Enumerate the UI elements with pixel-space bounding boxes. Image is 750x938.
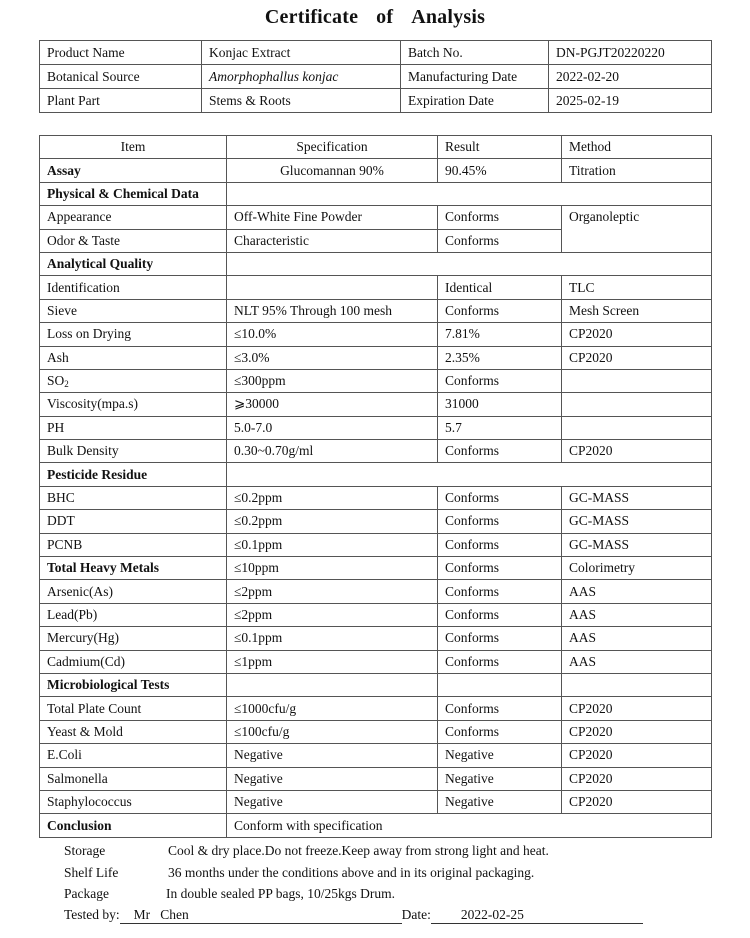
table-row <box>40 790 712 813</box>
cell-spec: ≤0.2ppm <box>227 486 438 509</box>
storage-line <box>64 843 549 859</box>
cell-method: TLC <box>562 276 712 299</box>
cell-method: AAS <box>562 650 712 673</box>
cell-spec: ⩾30000 <box>227 393 438 416</box>
cell-method: CP2020 <box>562 323 712 346</box>
cell-method <box>562 393 712 416</box>
cell-spec <box>227 276 438 299</box>
cell-spec: 0.30~0.70g/ml <box>227 440 438 463</box>
cell-spec: ≤0.1ppm <box>227 627 438 650</box>
table-row <box>40 533 712 556</box>
cell-item: Staphylococcus <box>40 790 227 813</box>
tested-by-label: Tested by: <box>64 907 120 922</box>
cell-method: GC-MASS <box>562 533 712 556</box>
cell-result: Conforms <box>438 580 562 603</box>
cell-result: 31000 <box>438 393 562 416</box>
conclusion-row <box>40 814 712 837</box>
cell-spec: ≤1000cfu/g <box>227 697 438 720</box>
cell-item: Odor & Taste <box>40 229 227 252</box>
table-row <box>40 720 712 743</box>
cell-method: Mesh Screen <box>562 299 712 322</box>
cell-result: 2.35% <box>438 346 562 369</box>
section-title: Analytical Quality <box>40 252 227 275</box>
table-row <box>40 580 712 603</box>
info-row <box>40 41 712 65</box>
cell-item: E.Coli <box>40 744 227 767</box>
cell-result: Conforms <box>438 557 562 580</box>
table-row <box>40 393 712 416</box>
table-header-row <box>40 136 712 159</box>
cell-result: Identical <box>438 276 562 299</box>
table-row <box>40 627 712 650</box>
table-row <box>40 416 712 439</box>
tested-by-value: Mr Chen <box>120 907 402 924</box>
package-line <box>64 886 395 902</box>
cell-result: Conforms <box>438 533 562 556</box>
cell-item: Cadmium(Cd) <box>40 650 227 673</box>
cell-item: DDT <box>40 510 227 533</box>
shelf-life-line <box>64 865 534 881</box>
product-info-table <box>39 40 712 113</box>
section-row <box>40 182 712 205</box>
cell-item: Mercury(Hg) <box>40 627 227 650</box>
info-value: Konjac Extract <box>202 41 401 65</box>
info-label: Expiration Date <box>401 89 549 113</box>
info-row <box>40 65 712 89</box>
cell-spec: ≤0.2ppm <box>227 510 438 533</box>
cell-result: Conforms <box>438 627 562 650</box>
cell-item: PCNB <box>40 533 227 556</box>
info-label: Batch No. <box>401 41 549 65</box>
info-value: 2025-02-19 <box>549 89 712 113</box>
info-label: Product Name <box>40 41 202 65</box>
cell-method <box>562 369 712 392</box>
shelf-life-value: 36 months under the conditions above and in its original packaging. <box>168 865 535 880</box>
info-value: Stems & Roots <box>202 89 401 113</box>
cell-result: Conforms <box>438 299 562 322</box>
package-value: In double sealed PP bags, 10/25kgs Drum. <box>166 886 395 901</box>
cell-method: CP2020 <box>562 720 712 743</box>
cell-result: Conforms <box>438 603 562 626</box>
table-row <box>40 440 712 463</box>
cell-spec: ≤0.1ppm <box>227 533 438 556</box>
cell-item: Arsenic(As) <box>40 580 227 603</box>
cell-spec: ≤2ppm <box>227 580 438 603</box>
cell-spec: Negative <box>227 767 438 790</box>
cell-spec: Negative <box>227 790 438 813</box>
cell-spec: Off-White Fine Powder <box>227 206 438 229</box>
table-row <box>40 557 712 580</box>
cell-method: CP2020 <box>562 440 712 463</box>
cell-spec: ≤10.0% <box>227 323 438 346</box>
section-row <box>40 252 712 275</box>
cell-result: Conforms <box>438 229 562 252</box>
cell-spec: Negative <box>227 744 438 767</box>
cell-method: Titration <box>562 159 712 182</box>
package-label: Package <box>64 886 109 901</box>
header-result: Result <box>438 136 562 159</box>
cell-result: 90.45% <box>438 159 562 182</box>
cell-item: Appearance <box>40 206 227 229</box>
section-title: Physical & Chemical Data <box>40 182 227 205</box>
cell-method: Colorimetry <box>562 557 712 580</box>
cell-method: AAS <box>562 580 712 603</box>
info-value: 2022-02-20 <box>549 65 712 89</box>
cell-item: BHC <box>40 486 227 509</box>
cell-method: AAS <box>562 627 712 650</box>
cell-method: GC-MASS <box>562 486 712 509</box>
table-row <box>40 650 712 673</box>
section-blank <box>227 673 438 696</box>
header-spec: Specification <box>227 136 438 159</box>
cell-result: Conforms <box>438 697 562 720</box>
cell-method: CP2020 <box>562 767 712 790</box>
cell-method <box>562 416 712 439</box>
cell-spec: ≤2ppm <box>227 603 438 626</box>
info-row <box>40 89 712 113</box>
cell-method: CP2020 <box>562 346 712 369</box>
cell-result: 5.7 <box>438 416 562 439</box>
cell-spec: ≤3.0% <box>227 346 438 369</box>
analysis-table <box>39 135 712 838</box>
table-row <box>40 159 712 182</box>
cell-item: Salmonella <box>40 767 227 790</box>
cell-item: Loss on Drying <box>40 323 227 346</box>
cell-item: Total Heavy Metals <box>40 557 227 580</box>
section-title: Pesticide Residue <box>40 463 227 486</box>
info-value: DN-PGJT20220220 <box>549 41 712 65</box>
cell-spec: ≤300ppm <box>227 369 438 392</box>
cell-result: Negative <box>438 744 562 767</box>
table-row <box>40 206 712 229</box>
cell-item: Total Plate Count <box>40 697 227 720</box>
storage-value: Cool & dry place.Do not freeze.Keep away from strong light and heat. <box>168 843 549 858</box>
document-title <box>0 6 750 29</box>
cell-method: CP2020 <box>562 790 712 813</box>
cell-item: Bulk Density <box>40 440 227 463</box>
cell-method: GC-MASS <box>562 510 712 533</box>
table-row <box>40 369 712 392</box>
cell-item: Assay <box>40 159 227 182</box>
cell-item: Ash <box>40 346 227 369</box>
cell-result: Negative <box>438 790 562 813</box>
cell-method: AAS <box>562 603 712 626</box>
cell-result: Conforms <box>438 440 562 463</box>
cell-item: Identification <box>40 276 227 299</box>
table-row <box>40 603 712 626</box>
table-row <box>40 299 712 322</box>
signature-line <box>64 907 643 924</box>
title-word-3: Analysis <box>411 6 486 28</box>
conclusion-value: Conform with specification <box>227 814 712 837</box>
cell-spec: 5.0-7.0 <box>227 416 438 439</box>
cell-item: Lead(Pb) <box>40 603 227 626</box>
cell-spec: ≤100cfu/g <box>227 720 438 743</box>
header-method: Method <box>562 136 712 159</box>
table-row <box>40 486 712 509</box>
table-row <box>40 346 712 369</box>
cell-spec: NLT 95% Through 100 mesh <box>227 299 438 322</box>
cell-spec: ≤1ppm <box>227 650 438 673</box>
cell-item-subscript: 2 <box>64 379 69 390</box>
section-blank <box>227 182 712 205</box>
cell-item <box>40 369 227 392</box>
table-row <box>40 697 712 720</box>
table-row <box>40 510 712 533</box>
section-row <box>40 463 712 486</box>
info-label: Botanical Source <box>40 65 202 89</box>
cell-item: Sieve <box>40 299 227 322</box>
table-row <box>40 744 712 767</box>
cell-result: Conforms <box>438 720 562 743</box>
info-label: Manufacturing Date <box>401 65 549 89</box>
cell-result: Conforms <box>438 650 562 673</box>
section-blank <box>227 463 712 486</box>
section-blank <box>227 252 712 275</box>
section-row <box>40 673 712 696</box>
cell-item: PH <box>40 416 227 439</box>
cell-result: Conforms <box>438 486 562 509</box>
section-blank <box>562 673 712 696</box>
storage-label: Storage <box>64 843 106 858</box>
cell-spec: Characteristic <box>227 229 438 252</box>
cell-item-text: SO <box>47 373 65 389</box>
cell-result: Negative <box>438 767 562 790</box>
cell-result: Conforms <box>438 510 562 533</box>
date-value: 2022-02-25 <box>431 907 643 924</box>
cell-result: 7.81% <box>438 323 562 346</box>
cell-result: Conforms <box>438 206 562 229</box>
cell-method: CP2020 <box>562 697 712 720</box>
shelf-life-label: Shelf Life <box>64 865 119 880</box>
cell-method: Organoleptic <box>562 206 712 253</box>
date-label: Date: <box>401 907 431 922</box>
cell-spec: Glucomannan 90% <box>227 159 438 182</box>
section-blank <box>438 673 562 696</box>
table-row <box>40 276 712 299</box>
section-title: Microbiological Tests <box>40 673 227 696</box>
title-word-1: Certificate <box>264 6 359 28</box>
title-word-2: of <box>376 6 394 28</box>
conclusion-label: Conclusion <box>40 814 227 837</box>
info-label: Plant Part <box>40 89 202 113</box>
cell-result: Conforms <box>438 369 562 392</box>
info-value: Amorphophallus konjac <box>202 65 401 89</box>
header-item: Item <box>40 136 227 159</box>
cell-method: CP2020 <box>562 744 712 767</box>
cell-spec: ≤10ppm <box>227 557 438 580</box>
cell-item: Viscosity(mpa.s) <box>40 393 227 416</box>
table-row <box>40 767 712 790</box>
table-row <box>40 323 712 346</box>
cell-item: Yeast & Mold <box>40 720 227 743</box>
